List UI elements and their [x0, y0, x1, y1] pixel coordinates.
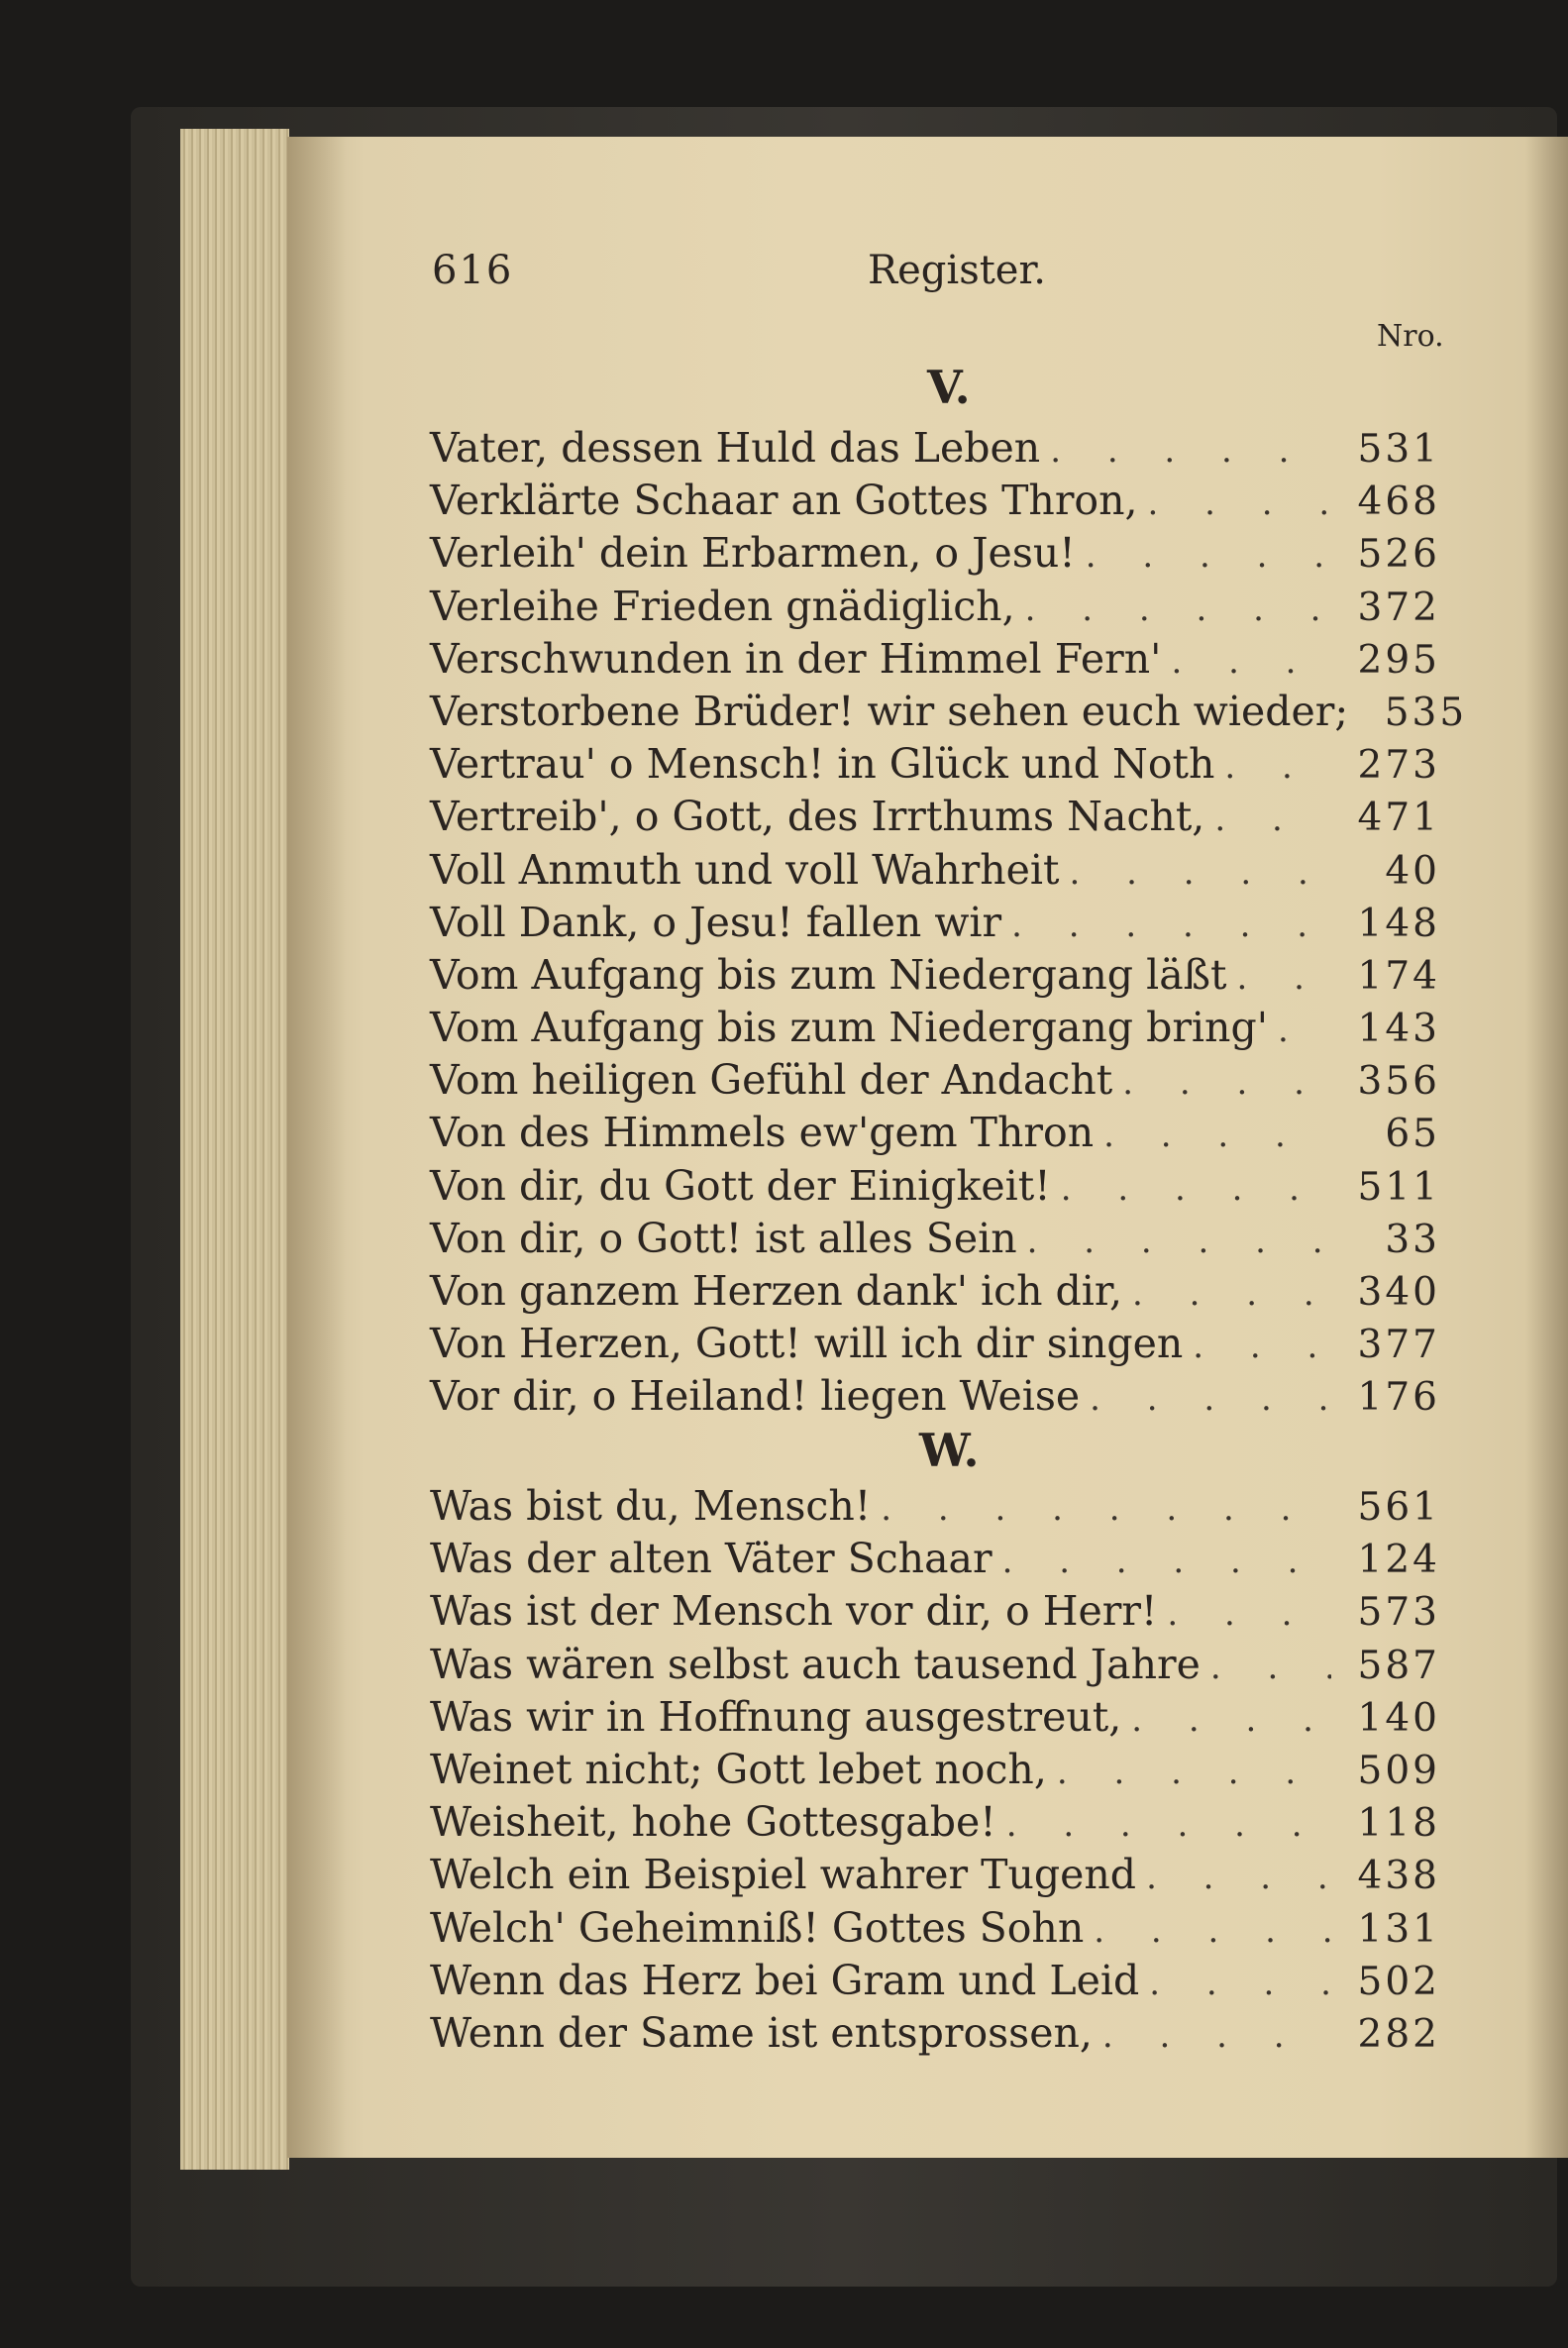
leader-dots	[1227, 952, 1331, 1005]
index-entry	[430, 1265, 1440, 1318]
number-column-label: Nro.	[1377, 319, 1444, 354]
page-number: 616	[432, 248, 514, 293]
leader-dots	[1122, 1268, 1331, 1321]
entry-title: Vom Aufgang bis zum Niedergang bring'	[430, 1004, 1268, 1052]
entry-title: Was ist der Mensch vor dir, o Herr!	[430, 1587, 1158, 1636]
entry-number: 535	[1384, 690, 1468, 735]
entry-number: 33	[1385, 1217, 1440, 1262]
entry-title: Wenn der Same ist entsprossen,	[430, 2008, 1093, 2057]
leader-dots	[1080, 1373, 1331, 1426]
leader-dots	[1138, 478, 1331, 530]
entry-title: Weisheit, hohe Gottesgabe!	[430, 1798, 996, 1847]
entry-title: Verschwunden in der Himmel Fern'	[430, 634, 1162, 683]
index-entry	[430, 2007, 1440, 2060]
index-entry	[430, 791, 1440, 843]
leader-dots	[1136, 1852, 1331, 1904]
entry-number: 131	[1357, 1906, 1440, 1952]
leader-dots	[1040, 425, 1331, 478]
entry-title: Verleih' dein Erbarmen, o Jesu!	[430, 529, 1076, 578]
leader-dots	[1015, 584, 1331, 636]
entry-number: 587	[1357, 1643, 1440, 1688]
entry-number: 438	[1357, 1854, 1440, 1899]
entry-number: 148	[1357, 901, 1440, 946]
entry-number: 174	[1357, 953, 1440, 999]
entry-title: Verklärte Schaar an Gottes Thron,	[430, 477, 1138, 525]
leader-dots	[993, 1536, 1331, 1588]
entry-title: Vertrau' o Mensch! in Glück und Noth	[430, 740, 1215, 789]
leader-dots	[1093, 2010, 1331, 2063]
entry-title: Von des Himmels ew'gem Thron	[430, 1109, 1095, 1157]
entry-number: 143	[1357, 1007, 1440, 1052]
entry-number: 502	[1357, 1959, 1440, 2004]
entry-number: 531	[1357, 427, 1440, 472]
entry-number: 372	[1357, 585, 1440, 630]
entry-number: 124	[1357, 1538, 1440, 1583]
section-letter-w: W.	[919, 1424, 980, 1477]
page-edge-shadow	[1525, 137, 1568, 2158]
entry-title: Voll Dank, o Jesu! fallen wir	[430, 898, 1002, 946]
leader-dots	[1121, 1694, 1331, 1747]
entry-title: Von dir, du Gott der Einigkeit!	[430, 1161, 1051, 1210]
entry-number: 40	[1385, 848, 1440, 894]
entry-title: Vom Aufgang bis zum Niedergang läßt	[430, 950, 1227, 999]
index-entry	[430, 1533, 1440, 1585]
entry-title: Was der alten Väter Schaar	[430, 1535, 993, 1583]
leader-dots	[1157, 1588, 1331, 1641]
entry-number: 509	[1357, 1748, 1440, 1793]
leader-dots	[1017, 1216, 1331, 1268]
index-entry	[430, 844, 1440, 897]
entry-title: Vater, dessen Huld das Leben	[430, 424, 1041, 472]
index-list-v	[430, 422, 1468, 1424]
index-entry	[430, 1054, 1440, 1107]
entry-number: 356	[1357, 1059, 1440, 1105]
index-entry	[430, 1213, 1440, 1265]
entry-title: Vor dir, o Heiland! liegen Weise	[430, 1372, 1081, 1421]
index-entry	[430, 1370, 1440, 1423]
index-entry	[430, 1691, 1440, 1744]
entry-title: Welch' Geheimniß! Gottes Sohn	[430, 1903, 1085, 1952]
index-entry	[430, 1318, 1440, 1370]
index-entry	[430, 1955, 1440, 2007]
index-entry	[430, 686, 1468, 738]
index-list-w	[430, 1480, 1440, 2060]
entry-title: Vertreib', o Gott, des Irrthums Nacht,	[430, 793, 1205, 841]
entry-number: 140	[1357, 1695, 1440, 1741]
index-entry	[430, 1480, 1440, 1533]
entry-title: Vom heiligen Gefühl der Andacht	[430, 1056, 1113, 1105]
index-entry	[430, 1160, 1440, 1213]
index-entry	[430, 949, 1440, 1002]
index-entry	[430, 1585, 1440, 1638]
leader-dots	[1084, 1905, 1331, 1958]
entry-number: 340	[1357, 1270, 1440, 1315]
entry-number: 65	[1385, 1112, 1440, 1157]
index-entry	[430, 581, 1440, 633]
entry-title: Von Herzen, Gott! will ich dir singen	[430, 1320, 1184, 1368]
entry-number: 573	[1357, 1590, 1440, 1636]
entry-number: 561	[1357, 1485, 1440, 1530]
entry-title: Was wir in Hoffnung ausgestreut,	[430, 1692, 1122, 1741]
leader-dots	[1348, 689, 1358, 741]
index-entry	[430, 527, 1440, 580]
entry-number: 282	[1357, 2011, 1440, 2057]
entry-number: 526	[1357, 532, 1440, 578]
entry-number: 295	[1357, 637, 1440, 683]
entry-number: 471	[1357, 796, 1440, 841]
index-entry	[430, 475, 1440, 527]
leader-dots	[1183, 1321, 1331, 1373]
leader-dots	[1161, 636, 1331, 689]
index-entry	[430, 1107, 1440, 1159]
entry-number: 468	[1357, 480, 1440, 525]
leader-dots	[1051, 1163, 1331, 1216]
entry-number: 273	[1357, 743, 1440, 789]
index-entry	[430, 1002, 1440, 1054]
leader-dots	[996, 1799, 1331, 1852]
leader-dots	[1001, 900, 1331, 952]
index-entry	[430, 1744, 1440, 1796]
entry-title: Von ganzem Herzen dank' ich dir,	[430, 1267, 1123, 1315]
leader-dots	[1059, 847, 1331, 900]
entry-title: Was bist du, Mensch!	[430, 1482, 872, 1530]
leader-dots	[1204, 794, 1331, 846]
leader-dots	[1201, 1642, 1331, 1694]
entry-title: Wenn das Herz bei Gram und Leid	[430, 1956, 1140, 2004]
index-entry	[430, 1902, 1440, 1955]
page-edges	[180, 129, 289, 2170]
running-title: Register.	[868, 248, 1046, 293]
entry-number: 511	[1357, 1164, 1440, 1210]
leader-dots	[1047, 1747, 1331, 1799]
entry-number: 377	[1357, 1323, 1440, 1368]
index-entry	[430, 897, 1440, 949]
leader-dots	[871, 1483, 1331, 1536]
leader-dots	[1076, 530, 1331, 583]
index-entry	[430, 1796, 1440, 1849]
index-entry	[430, 738, 1440, 791]
entry-title: Was wären selbst auch tausend Jahre	[430, 1640, 1201, 1688]
gutter-shadow	[287, 137, 347, 2158]
entry-title: Von dir, o Gott! ist alles Sein	[430, 1214, 1017, 1262]
entry-number: 118	[1357, 1801, 1440, 1847]
entry-title: Verstorbene Brüder! wir sehen euch wieder;	[430, 687, 1349, 735]
entry-title: Weinet nicht; Gott lebet noch,	[430, 1745, 1047, 1793]
index-entry	[430, 1639, 1440, 1691]
entry-title: Welch ein Beispiel wahrer Tugend	[430, 1851, 1137, 1899]
entry-title: Voll Anmuth und voll Wahrheit	[430, 845, 1060, 894]
leader-dots	[1112, 1057, 1331, 1110]
leader-dots	[1139, 1958, 1331, 2010]
leader-dots	[1214, 741, 1331, 794]
entry-title: Verleihe Frieden gnädiglich,	[430, 582, 1015, 630]
section-letter-v: V.	[927, 361, 971, 414]
index-entry	[430, 633, 1440, 686]
index-entry	[430, 1849, 1440, 1901]
entry-number: 176	[1357, 1375, 1440, 1421]
leader-dots	[1268, 1005, 1331, 1057]
leader-dots	[1094, 1110, 1331, 1162]
index-entry	[430, 422, 1440, 475]
